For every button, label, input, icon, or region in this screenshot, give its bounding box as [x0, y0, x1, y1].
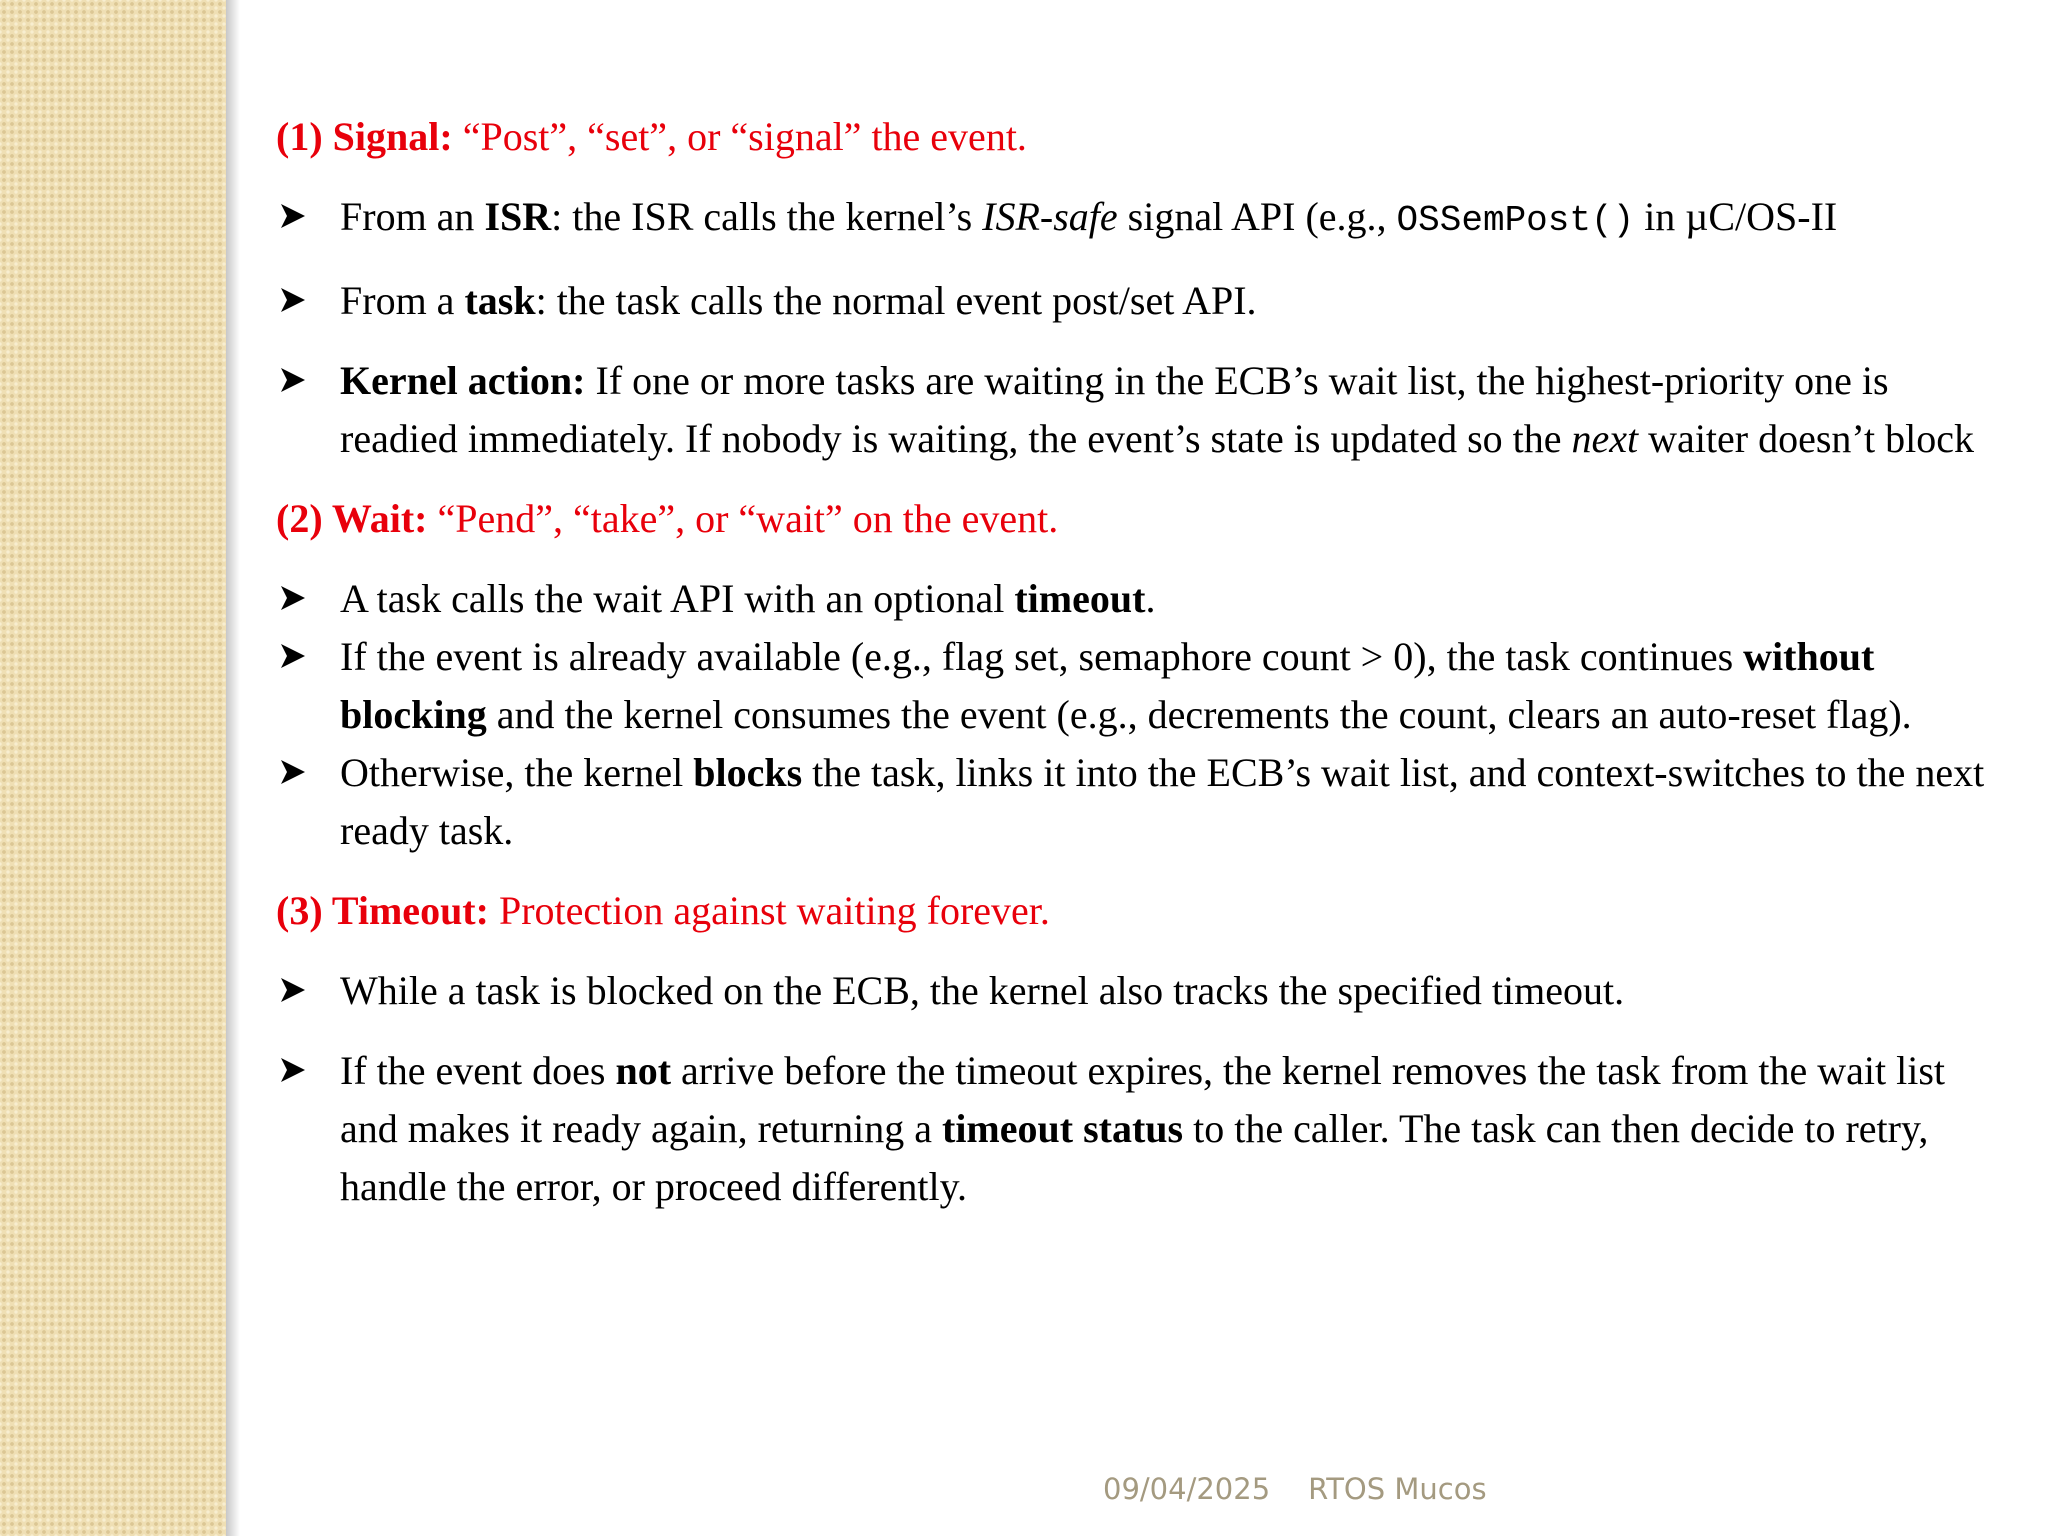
api-code: OSSemPost()	[1396, 200, 1635, 241]
signal-bullet-list	[276, 188, 1996, 468]
section-heading-label: (1) Signal:	[276, 114, 453, 159]
section-heading-timeout	[276, 882, 1996, 940]
timeout-bullet-list	[276, 962, 1996, 1216]
slide-content	[276, 108, 1996, 1238]
wait-bullet-list	[276, 570, 1996, 860]
bullet-item	[276, 272, 1996, 330]
section-heading-signal	[276, 108, 1996, 166]
bullet-item	[276, 352, 1996, 468]
bullet-item	[276, 744, 1996, 860]
bullet-text: From a task: the task calls the normal event post/set API.	[340, 278, 1257, 323]
section-heading-label: (3) Timeout:	[276, 888, 489, 933]
bullet-text: While a task is blocked on the ECB, the kernel also tracks the specified timeout.	[340, 968, 1625, 1013]
arrowhead-bullet-icon	[280, 643, 306, 669]
bullet-text: A task calls the wait API with an optional timeout.	[340, 576, 1156, 621]
side-band-shadow	[226, 0, 240, 1536]
bullet-item	[276, 962, 1996, 1020]
bullet-text: Kernel action: If one or more tasks are waiting in the ECB’s wait list, the highest-priority one is readied immediately. If nobody is waiting, the event’s state is updated so the next waiter doesn’t block	[340, 358, 1975, 461]
section-heading-text: “Pend”, “take”, or “wait” on the event.	[427, 496, 1059, 541]
section-heading-text: Protection against waiting forever.	[488, 888, 1050, 933]
footer-title: RTOS Mucos	[1308, 1472, 1487, 1506]
bullet-item	[276, 628, 1996, 744]
section-heading-text: “Post”, “set”, or “signal” the event.	[452, 114, 1027, 159]
slide-footer	[1103, 1472, 1487, 1506]
bullet-item	[276, 188, 1996, 250]
bullet-text: If the event is already available (e.g., flag set, semaphore count > 0), the task continues without blocking and the kernel consumes the event (e.g., decrements the count, clears an auto-reset flag).	[340, 634, 1912, 737]
footer-date: 09/04/2025	[1103, 1472, 1271, 1506]
bullet-item	[276, 1042, 1996, 1216]
arrowhead-bullet-icon	[280, 1057, 306, 1083]
arrowhead-bullet-icon	[280, 367, 306, 393]
section-heading-label: (2) Wait:	[276, 496, 428, 541]
section-heading-wait	[276, 490, 1996, 548]
arrowhead-bullet-icon	[280, 203, 306, 229]
arrowhead-bullet-icon	[280, 287, 306, 313]
bullet-item	[276, 570, 1996, 628]
arrowhead-bullet-icon	[280, 759, 306, 785]
bullet-text: Otherwise, the kernel blocks the task, links it into the ECB’s wait list, and context-switches to the next ready task.	[340, 750, 1985, 853]
arrowhead-bullet-icon	[280, 585, 306, 611]
bullet-text: If the event does not arrive before the timeout expires, the kernel removes the task from the wait list and makes it ready again, returning a timeout status to the caller. The task can then decide to retry, handle the error, or proceed differently.	[340, 1048, 1946, 1209]
decorative-side-band	[0, 0, 226, 1536]
arrowhead-bullet-icon	[280, 977, 306, 1003]
bullet-text: From an ISR: the ISR calls the kernel’s ISR-safe signal API (e.g., OSSemPost() in µC/OS-II	[340, 194, 1838, 241]
